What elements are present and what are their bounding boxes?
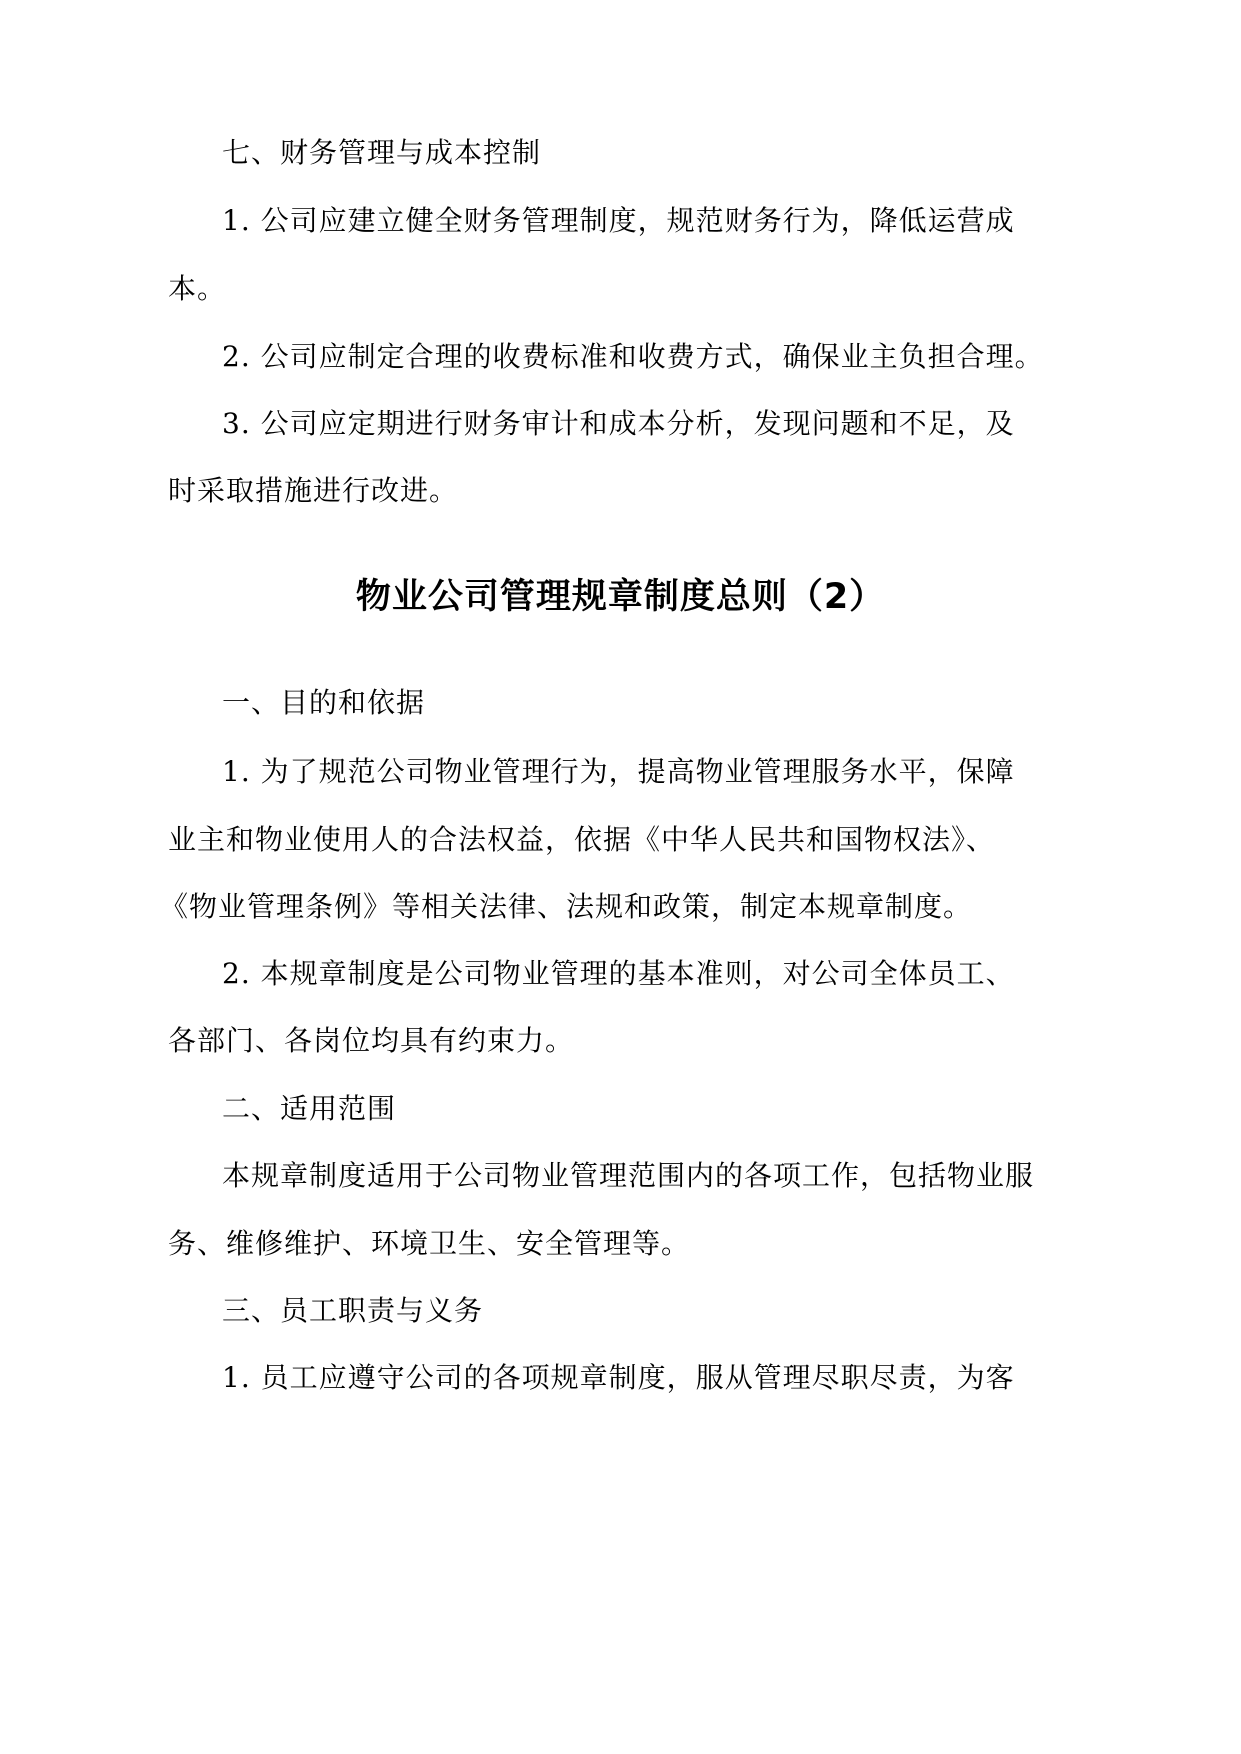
section1-item2-line1: 2. 本规章制度是公司物业管理的基本准则，对公司全体员工、 [222,957,1015,990]
section1-item1-line1: 1. 为了规范公司物业管理行为，提高物业管理服务水平，保障 [222,755,1015,788]
section7-item1-line1: 1. 公司应建立健全财务管理制度，规范财务行为，降低运营成 [222,204,1015,237]
section2-heading: 二、适用范围 [222,1092,397,1125]
section7-item3-line2: 时采取措施进行改进。 [168,474,459,507]
section7-item1-line2: 本。 [168,272,227,305]
section1-item2-line2: 各部门、各岗位均具有约束力。 [168,1024,575,1057]
section7-heading: 七、财务管理与成本控制 [222,136,542,169]
section3-heading: 三、员工职责与义务 [222,1294,484,1327]
section7-item2: 2. 公司应制定合理的收费标准和收费方式，确保业主负担合理。 [222,340,1044,373]
document-title: 物业公司管理规章制度总则（2） [355,577,886,617]
section7-item3-line1: 3. 公司应定期进行财务审计和成本分析，发现问题和不足，及 [222,407,1015,440]
section1-item1-line2: 业主和物业使用人的合法权益，依据《中华人民共和国物权法》、 [168,823,996,856]
section1-heading: 一、目的和依据 [222,686,426,719]
section3-item1-line1: 1. 员工应遵守公司的各项规章制度，服从管理尽职尽责，为客 [222,1361,1015,1394]
section1-item1-line3: 《物业管理条例》等相关法律、法规和政策，制定本规章制度。 [160,890,973,923]
section2-para-line2: 务、维修维护、环境卫生、安全管理等。 [168,1227,691,1260]
section2-para-line1: 本规章制度适用于公司物业管理范围内的各项工作，包括物业服 [222,1159,1035,1192]
